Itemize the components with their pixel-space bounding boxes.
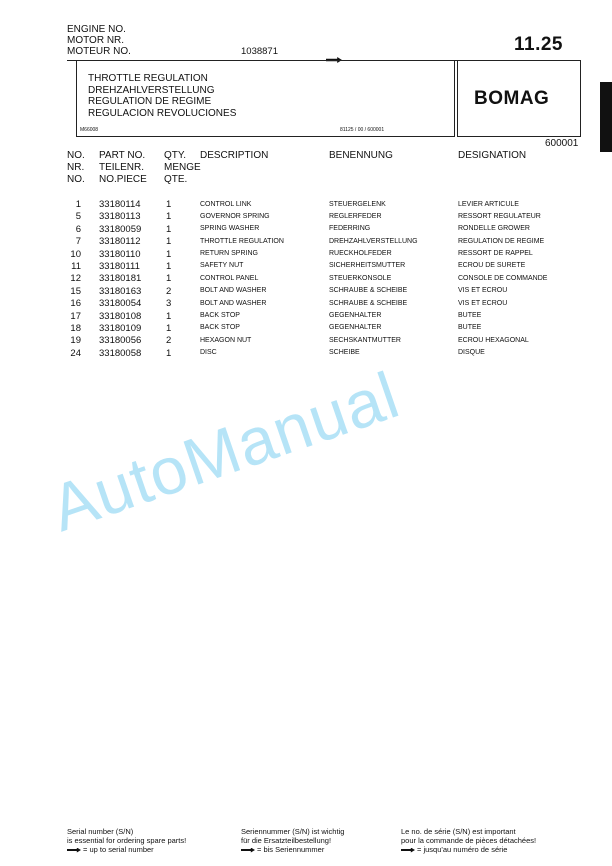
serial-number: 1038871 bbox=[241, 46, 278, 57]
footer-en: Serial number (S/N) is essential for ordering spare parts! = up to serial number bbox=[67, 827, 187, 854]
footer-de: Seriennummer (S/N) ist wichtig für die Ersatzteilbestellung! = bis Seriennummer bbox=[241, 827, 345, 854]
item-number: 19 bbox=[70, 335, 81, 347]
quantity: 1 bbox=[166, 211, 172, 223]
item-number: 6 bbox=[75, 223, 81, 235]
description-fr: RESSORT REGULATEUR bbox=[458, 212, 541, 220]
description-de: FEDERRING bbox=[329, 225, 371, 233]
description-en: CONTROL PANEL bbox=[200, 274, 259, 282]
description-de: DREHZAHLVERSTELLUNG bbox=[329, 237, 418, 245]
title-fr: REGULATION DE REGIME bbox=[88, 96, 212, 107]
quantity: 1 bbox=[166, 236, 172, 248]
part-number: 33180113 bbox=[99, 211, 141, 223]
part-number: 33180111 bbox=[99, 260, 140, 272]
col-header-benennung: BENENNUNG bbox=[329, 150, 393, 161]
table-row bbox=[0, 249, 612, 261]
description-fr: VIS ET ECROU bbox=[458, 287, 508, 295]
col-header-qty: QTY. MENGE QTE. bbox=[164, 150, 201, 185]
part-number: 33180112 bbox=[99, 236, 141, 248]
part-number: 33180109 bbox=[99, 322, 142, 334]
description-en: SAFETY NUT bbox=[200, 262, 244, 270]
watermark: AutoManual bbox=[41, 357, 409, 546]
description-fr: CONSOLE DE COMMANDE bbox=[458, 274, 548, 282]
item-number: 15 bbox=[70, 285, 81, 297]
description-de: SICHERHEITSMUTTER bbox=[329, 262, 406, 270]
part-number: 33180114 bbox=[99, 199, 141, 210]
quantity: 1 bbox=[166, 310, 172, 322]
description-fr: RONDELLE GROWER bbox=[458, 225, 530, 233]
description-en: SPRING WASHER bbox=[200, 225, 260, 233]
description-de: GEGENHALTER bbox=[329, 324, 382, 332]
page-number: 11.25 bbox=[514, 34, 563, 55]
quantity: 3 bbox=[166, 298, 172, 310]
table-row bbox=[0, 298, 612, 310]
description-en: THROTTLE REGULATION bbox=[200, 237, 284, 245]
part-number: 33180054 bbox=[99, 298, 142, 310]
table-row bbox=[0, 348, 612, 360]
quantity: 1 bbox=[166, 199, 172, 210]
table-row bbox=[0, 211, 612, 223]
description-de: SCHRAUBE & SCHEIBE bbox=[329, 287, 408, 295]
engine-number-header bbox=[67, 24, 131, 57]
section-tab-marker bbox=[600, 82, 612, 152]
table-row bbox=[0, 224, 612, 236]
engine-label: ENGINE NO. bbox=[67, 24, 126, 35]
col-header-designation: DESIGNATION bbox=[458, 150, 527, 161]
quantity: 1 bbox=[166, 322, 172, 334]
item-number: 7 bbox=[75, 236, 81, 248]
description-de: SCHRAUBE & SCHEIBE bbox=[329, 299, 408, 307]
figure-ref-left: M66008 bbox=[80, 127, 99, 133]
title-en: THROTTLE REGULATION bbox=[88, 73, 208, 84]
description-de: SECHSKANTMUTTER bbox=[329, 336, 401, 344]
quantity: 2 bbox=[166, 285, 172, 297]
col-header-no: NO. NR. NO. bbox=[67, 150, 85, 185]
figure-ref-right: 81125 / 00 / 600001 bbox=[340, 127, 385, 133]
title-es: REGULACION REVOLUCIONES bbox=[88, 107, 237, 119]
table-row bbox=[0, 311, 612, 323]
item-number: 18 bbox=[70, 322, 81, 334]
description-en: RETURN SPRING bbox=[200, 250, 258, 258]
description-de: GEGENHALTER bbox=[329, 312, 382, 320]
description-de: REGLERFEDER bbox=[329, 212, 382, 220]
description-en: CONTROL LINK bbox=[200, 200, 252, 208]
item-number: 17 bbox=[70, 310, 81, 322]
description-en: BOLT AND WASHER bbox=[200, 299, 267, 307]
parts-table bbox=[0, 199, 612, 360]
description-fr: LEVIER ARTICULE bbox=[458, 200, 519, 208]
ref-code: 600001 bbox=[545, 138, 579, 149]
description-fr: BUTEE bbox=[458, 324, 482, 332]
table-row bbox=[0, 261, 612, 273]
description-fr: RESSORT DE RAPPEL bbox=[458, 250, 533, 258]
table-row bbox=[0, 236, 612, 248]
quantity: 1 bbox=[166, 273, 172, 285]
item-number: 24 bbox=[70, 347, 81, 359]
description-en: GOVERNOR SPRING bbox=[200, 212, 270, 220]
item-number: 5 bbox=[75, 211, 81, 223]
arrow-icon bbox=[401, 848, 415, 853]
item-number: 12 bbox=[70, 273, 81, 285]
description-fr: BUTEE bbox=[458, 312, 482, 320]
table-row bbox=[0, 335, 612, 347]
arrow-icon bbox=[67, 848, 81, 853]
table-row bbox=[0, 286, 612, 298]
part-number: 33180163 bbox=[99, 285, 142, 297]
description-en: BOLT AND WASHER bbox=[200, 287, 267, 295]
arrow-icon bbox=[241, 848, 255, 853]
quantity: 1 bbox=[166, 260, 172, 272]
part-number: 33180058 bbox=[99, 347, 142, 359]
description-en: HEXAGON NUT bbox=[200, 336, 252, 344]
description-fr: ECROU DE SURETE bbox=[458, 262, 526, 270]
col-header-part: PART NO. TEILENR. NO.PIECE bbox=[99, 150, 147, 185]
description-fr: DISQUE bbox=[458, 349, 485, 357]
quantity: 1 bbox=[166, 347, 172, 359]
description-fr: VIS ET ECROU bbox=[458, 299, 508, 307]
description-fr: REGULATION DE REGIME bbox=[458, 237, 545, 245]
motor-label: MOTOR NR. bbox=[67, 35, 125, 46]
description-de: SCHEIBE bbox=[329, 349, 360, 357]
description-de: RUECKHOLFEDER bbox=[329, 250, 392, 258]
part-number: 33180059 bbox=[99, 223, 142, 235]
description-de: STEUERGELENK bbox=[329, 200, 386, 208]
table-row bbox=[0, 323, 612, 335]
description-fr: ECROU HEXAGONAL bbox=[458, 336, 529, 344]
part-number: 33180181 bbox=[99, 273, 142, 285]
item-number: 11 bbox=[71, 260, 81, 272]
quantity: 2 bbox=[166, 335, 172, 347]
item-number: 16 bbox=[70, 298, 81, 310]
item-number: 1 bbox=[75, 199, 81, 210]
footer-fr: Le no. de série (S/N) est important pour la commande de pièces détachées! = jusqu'au numéro de série bbox=[401, 827, 537, 854]
item-number: 10 bbox=[70, 248, 81, 260]
quantity: 1 bbox=[166, 248, 172, 260]
moteur-label: MOTEUR NO. bbox=[67, 46, 131, 57]
table-row bbox=[0, 273, 612, 285]
col-header-description: DESCRIPTION bbox=[200, 150, 269, 161]
description-en: BACK STOP bbox=[200, 312, 240, 320]
description-en: BACK STOP bbox=[200, 324, 240, 332]
bomag-logo: BOMAG bbox=[474, 88, 550, 109]
part-number: 33180108 bbox=[99, 310, 142, 322]
table-row bbox=[0, 199, 612, 211]
title-de: DREHZAHLVERSTELLUNG bbox=[88, 84, 215, 96]
description-en: DISC bbox=[200, 349, 217, 357]
description-de: STEUERKONSOLE bbox=[329, 274, 392, 282]
quantity: 1 bbox=[166, 223, 172, 235]
part-number: 33180056 bbox=[99, 335, 142, 347]
part-number: 33180110 bbox=[99, 248, 141, 260]
section-titles bbox=[88, 73, 236, 119]
